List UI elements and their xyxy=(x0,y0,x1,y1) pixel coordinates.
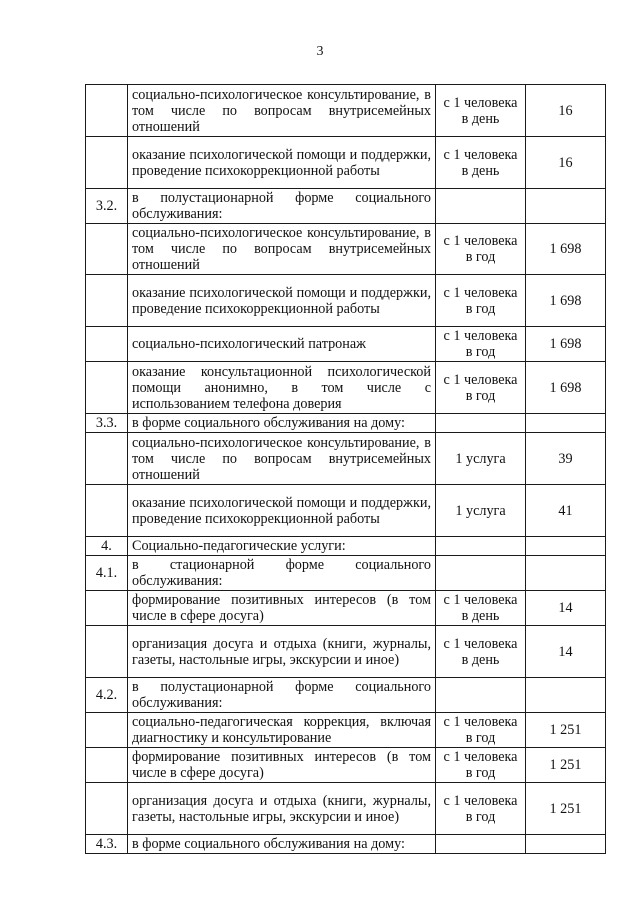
table-row xyxy=(86,327,606,362)
service-name: в полустационарной форме социального обслуживания: xyxy=(128,678,436,713)
service-unit: с 1 человека в год xyxy=(436,362,526,414)
service-name: в полустационарной форме социального обслуживания: xyxy=(128,189,436,224)
service-unit xyxy=(436,556,526,591)
service-unit: с 1 человека в день xyxy=(436,85,526,137)
row-number xyxy=(86,275,128,327)
service-value xyxy=(526,537,606,556)
row-number: 4.1. xyxy=(86,556,128,591)
service-unit xyxy=(436,678,526,713)
row-number xyxy=(86,362,128,414)
service-name: оказание психологической помощи и поддержки, проведение психокоррекционной работы xyxy=(128,485,436,537)
service-unit: с 1 человека в год xyxy=(436,224,526,275)
service-unit: с 1 человека в год xyxy=(436,783,526,835)
service-unit xyxy=(436,189,526,224)
table-row xyxy=(86,835,606,854)
row-number: 4.2. xyxy=(86,678,128,713)
service-value: 14 xyxy=(526,591,606,626)
row-number xyxy=(86,137,128,189)
row-number xyxy=(86,85,128,137)
service-name: социально-психологическое консультирование, в том числе по вопросам внутрисемейных отношений xyxy=(128,224,436,275)
row-number: 3.3. xyxy=(86,414,128,433)
service-value: 1 698 xyxy=(526,362,606,414)
service-name: социально-психологическое консультирование, в том числе по вопросам внутрисемейных отношений xyxy=(128,85,436,137)
service-unit: с 1 человека в год xyxy=(436,713,526,748)
service-value: 1 251 xyxy=(526,783,606,835)
service-value: 16 xyxy=(526,137,606,189)
service-unit: с 1 человека в год xyxy=(436,275,526,327)
row-number xyxy=(86,748,128,783)
service-name: социально-психологический патронаж xyxy=(128,327,436,362)
table-row xyxy=(86,591,606,626)
service-name: Социально-педагогические услуги: xyxy=(128,537,436,556)
service-value: 1 698 xyxy=(526,224,606,275)
service-value: 14 xyxy=(526,626,606,678)
services-table-body xyxy=(86,85,606,854)
row-number xyxy=(86,626,128,678)
service-unit xyxy=(436,835,526,854)
service-value xyxy=(526,189,606,224)
service-name: социально-психологическое консультирование, в том числе по вопросам внутрисемейных отношений xyxy=(128,433,436,485)
service-value: 39 xyxy=(526,433,606,485)
service-value xyxy=(526,835,606,854)
service-unit: с 1 человека в день xyxy=(436,626,526,678)
service-value: 16 xyxy=(526,85,606,137)
service-value: 1 251 xyxy=(526,748,606,783)
service-unit: с 1 человека в день xyxy=(436,137,526,189)
service-value: 1 251 xyxy=(526,713,606,748)
service-unit: с 1 человека в год xyxy=(436,327,526,362)
row-number: 4.3. xyxy=(86,835,128,854)
table-row xyxy=(86,748,606,783)
service-name: оказание психологической помощи и поддержки, проведение психокоррекционной работы xyxy=(128,275,436,327)
services-table xyxy=(85,84,606,854)
table-row xyxy=(86,537,606,556)
table-row xyxy=(86,275,606,327)
service-value: 1 698 xyxy=(526,327,606,362)
row-number xyxy=(86,485,128,537)
table-row xyxy=(86,485,606,537)
service-value xyxy=(526,414,606,433)
service-name: в форме социального обслуживания на дому: xyxy=(128,414,436,433)
row-number xyxy=(86,713,128,748)
service-name: формирование позитивных интересов (в том числе в сфере досуга) xyxy=(128,748,436,783)
service-value: 41 xyxy=(526,485,606,537)
table-row xyxy=(86,224,606,275)
service-name: социально-педагогическая коррекция, включая диагностику и консультирование xyxy=(128,713,436,748)
table-row xyxy=(86,137,606,189)
row-number xyxy=(86,433,128,485)
service-name: в форме социального обслуживания на дому: xyxy=(128,835,436,854)
service-name: оказание психологической помощи и поддержки, проведение психокоррекционной работы xyxy=(128,137,436,189)
service-unit xyxy=(436,414,526,433)
service-name: формирование позитивных интересов (в том числе в сфере досуга) xyxy=(128,591,436,626)
table-row xyxy=(86,414,606,433)
page-number: 3 xyxy=(316,44,324,59)
table-row xyxy=(86,626,606,678)
service-value: 1 698 xyxy=(526,275,606,327)
service-name: в стационарной форме социального обслуживания: xyxy=(128,556,436,591)
service-name: организация досуга и отдыха (книги, журналы, газеты, настольные игры, экскурсии и иное) xyxy=(128,783,436,835)
row-number xyxy=(86,783,128,835)
table-row xyxy=(86,713,606,748)
row-number xyxy=(86,591,128,626)
service-value xyxy=(526,556,606,591)
table-row xyxy=(86,189,606,224)
service-unit: с 1 человека в год xyxy=(436,748,526,783)
table-row xyxy=(86,433,606,485)
table-row xyxy=(86,556,606,591)
service-value xyxy=(526,678,606,713)
table-row xyxy=(86,362,606,414)
service-unit: 1 услуга xyxy=(436,433,526,485)
table-row xyxy=(86,678,606,713)
table-row xyxy=(86,783,606,835)
row-number xyxy=(86,224,128,275)
row-number: 4. xyxy=(86,537,128,556)
service-unit: 1 услуга xyxy=(436,485,526,537)
row-number xyxy=(86,327,128,362)
service-name: организация досуга и отдыха (книги, журналы, газеты, настольные игры, экскурсии и иное) xyxy=(128,626,436,678)
service-unit: с 1 человека в день xyxy=(436,591,526,626)
service-unit xyxy=(436,537,526,556)
service-name: оказание консультационной психологической помощи анонимно, в том числе с использованием телефона доверия xyxy=(128,362,436,414)
table-row xyxy=(86,85,606,137)
row-number: 3.2. xyxy=(86,189,128,224)
